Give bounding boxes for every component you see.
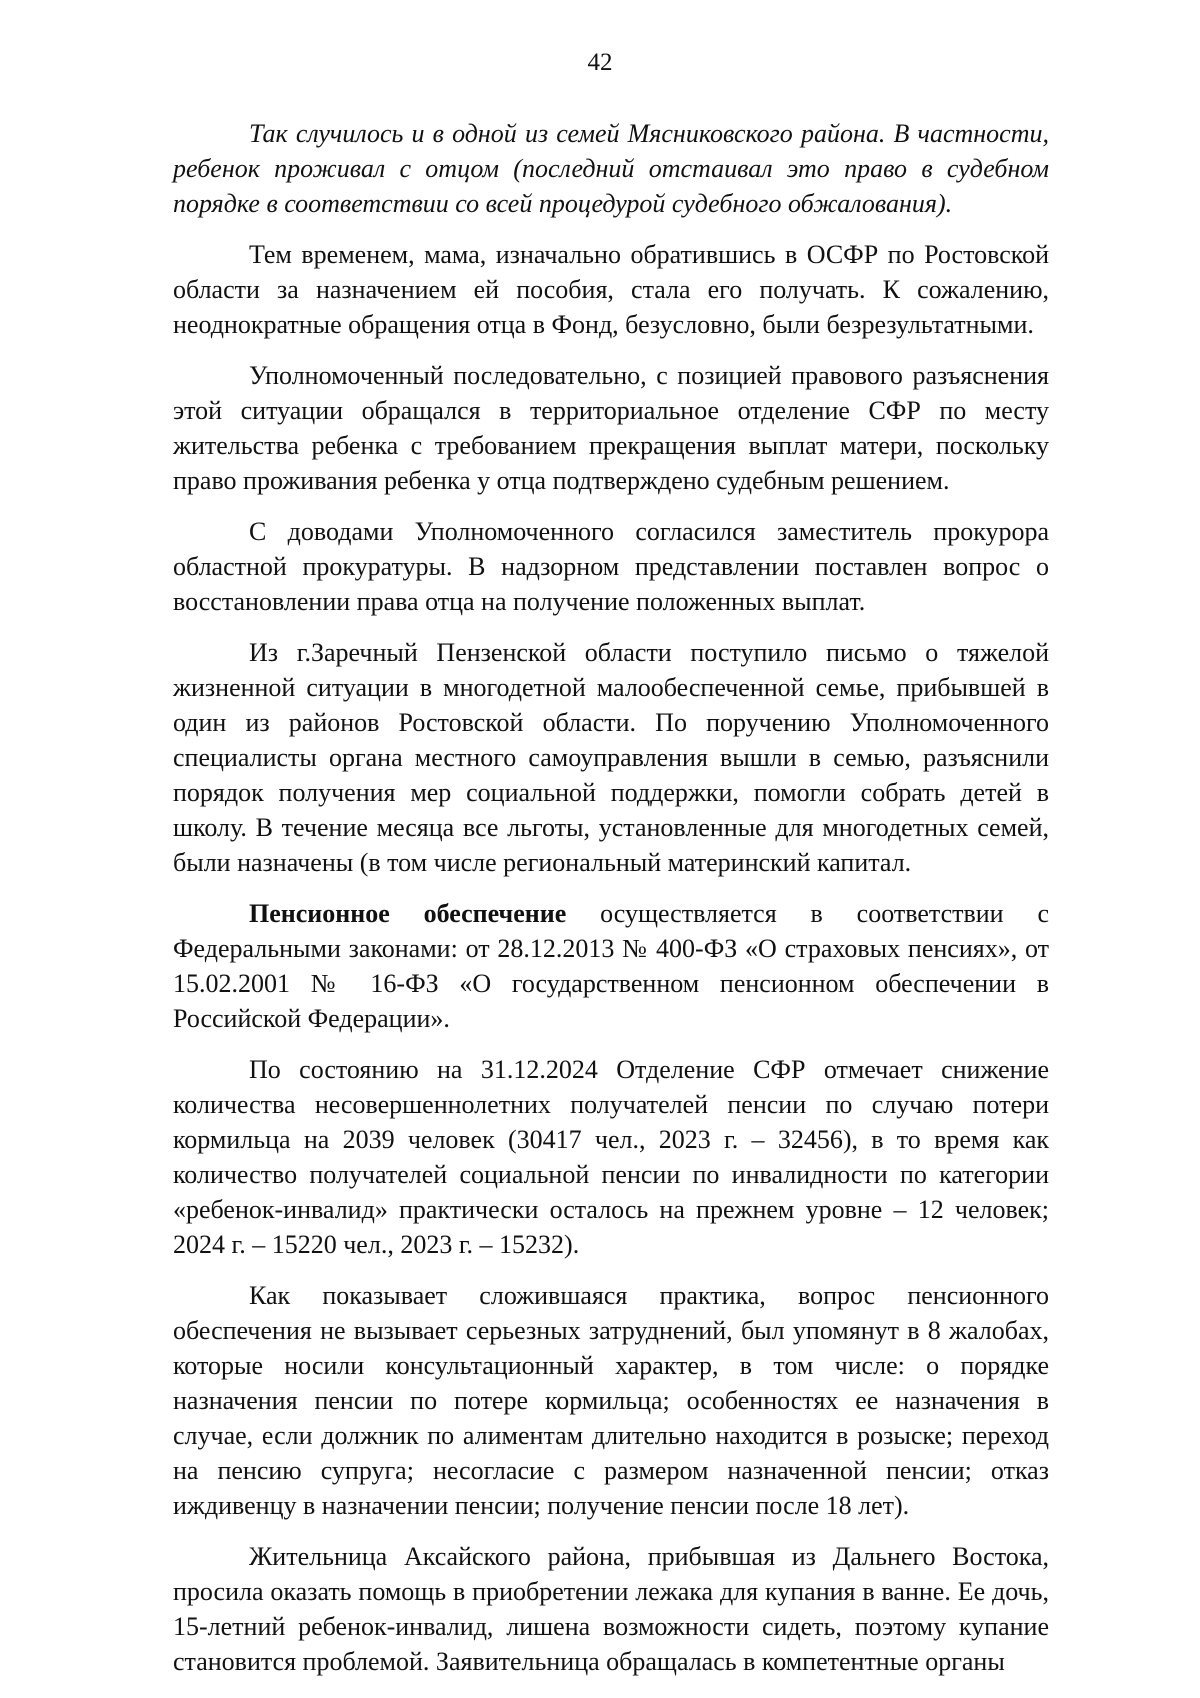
page-number: 42 <box>587 49 613 76</box>
paragraph-4: С доводами Уполномоченного согласился заместитель прокурора областной прокуратуры. В надзорном представлении поставлен вопрос о восстановлении права отца на получение положенных выплат. <box>173 517 1049 616</box>
pension-heading: Пенсионное обеспечение <box>249 899 567 928</box>
paragraph-2: Тем временем, мама, изначально обратившись в ОСФР по Ростовской области за назначением ей пособия, стала его получать. К сожалению, неоднократные обращения отца в Фонд, безусловно, были безрезультатными. <box>173 240 1049 339</box>
paragraph-5: Из г.Заречный Пензенской области поступило письмо о тяжелой жизненной ситуации в многодетной малообеспеченной семье, прибывшей в один из районов Ростовской области. По поручению Уполномоченного специалисты органа местного самоуправления вышли в семью, разъяснили порядок получения мер социальной поддержки, помогли собрать детей в школу. В течение месяца все льготы, установленные для многодетных семей, были назначены (в том числе региональный материнский капитал. <box>173 638 1049 877</box>
paragraph-9: Жительница Аксайского района, прибывшая из Дальнего Востока, просила оказать помощь в приобретении лежака для купания в ванне. Ее дочь, 15-летний ребенок-инвалид, лишена возможности сидеть, поэтому купание становится проблемой. Заявительница обращалась в компетентные органы <box>173 1542 1049 1676</box>
paragraph-pension <box>173 896 1049 1036</box>
paragraph-7: По состоянию на 31.12.2024 Отделение СФР отмечает снижение количества несовершеннолетних получателей пенсии по случаю потери кормильца на 2039 человек (30417 чел., 2023 г. – 32456), в то время как количество получателей социальной пенсии по инвалидности по категории «ребенок-инвалид» практически осталось на прежнем уровне – 12 человек; 2024 г. – 15220 чел., 2023 г. – 15232). <box>173 1055 1049 1259</box>
paragraph-1: Так случилось и в одной из семей Мясниковского района. В частности, ребенок проживал с отцом (последний отстаивал это право в судебном порядке в соответствии со всей процедурой судебного обжалования). <box>173 119 1049 218</box>
paragraph-3: Уполномоченный последовательно, с позицией правового разъяснения этой ситуации обращался в территориальное отделение СФР по месту жительства ребенка с требованием прекращения выплат матери, поскольку право проживания ребенка у отца подтверждено судебным решением. <box>173 361 1049 495</box>
paragraph-8: Как показывает сложившаяся практика, вопрос пенсионного обеспечения не вызывает серьезных затруднений, был упомянут в 8 жалобах, которые носили консультационный характер, в том числе: о порядке назначения пенсии по потере кормильца; особенностях ее назначения в случае, если должник по алиментам длительно находится в розыске; переход на пенсию супруга; несогласие с размером назначенной пенсии; отказ иждивенцу в назначении пенсии; получение пенсии после 18 лет). <box>173 1281 1049 1520</box>
pension-text: осуществляется в соответствии с Федеральными законами: от 28.12.2013 № 400-ФЗ «О страховых пенсиях», от 15.02.2001 № 16-ФЗ «О государственном пенсионном обеспечении в Российской Федерации». <box>173 899 1049 1033</box>
page-body <box>173 116 1049 1695</box>
